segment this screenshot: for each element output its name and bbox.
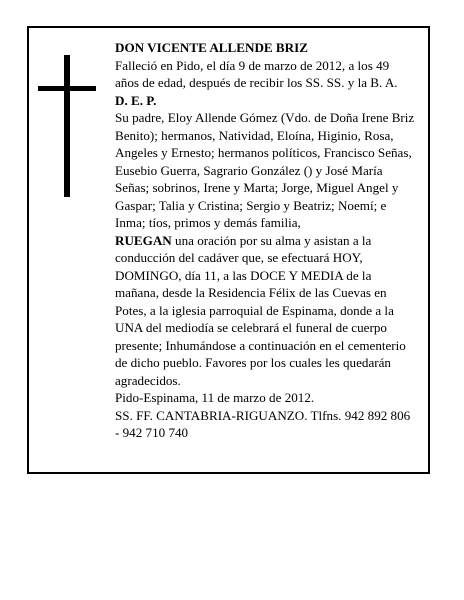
obituary-text <box>115 39 415 442</box>
deceased-name: DON VICENTE ALLENDE BRIZ <box>115 40 308 55</box>
cross-vertical-bar <box>64 55 70 197</box>
request-text: una oración por su alma y asistan a la conducción del cadáver que, se efectuará HOY, DOMINGO, día 11, a las DOCE Y MEDIA de la mañana, desde la Residencia Félix de las Cuevas en Potes, a la iglesia parroquial de Espinama, donde a la UNA del mediodía se celebrará el funeral de cuerpo presente; Inhumándose a continuación en el cementerio de dicho pueblo. Favores por los cuales les quedarán agradecidos. <box>115 232 406 388</box>
rip-abbreviation: D. E. P. <box>115 92 157 108</box>
request-keyword: RUEGAN <box>115 232 172 248</box>
place-date: Pido-Espinama, 11 de marzo de 2012. <box>115 390 315 405</box>
death-info: Falleció en Pido, el día 9 de marzo de 2012, a los 49 años de edad, después de recibir los SS. SS. y la B. A. <box>115 57 398 90</box>
request-paragraph <box>115 232 415 390</box>
family-list: Su padre, Eloy Allende Gómez (Vdo. de Doña Irene Briz Benito); hermanos, Natividad, Eloína, Higinio, Rosa, Angeles y Ernesto; hermanos políticos, Francisco Señas, Eusebio Guerra, Sagrario González () y José María Señas; sobrinos, Irene y Marta; Jorge, Miguel Angel y Gaspar; Talia y Cristina; Sergio y Beatriz; Noemí; e Inma; tíos, primos y demás familia, <box>115 110 415 230</box>
cross-horizontal-bar <box>38 86 96 91</box>
cross-icon <box>38 55 96 197</box>
funeral-home: SS. FF. CANTABRIA-RIGUANZO. Tlfns. 942 892 806 - 942 710 740 <box>115 407 411 440</box>
